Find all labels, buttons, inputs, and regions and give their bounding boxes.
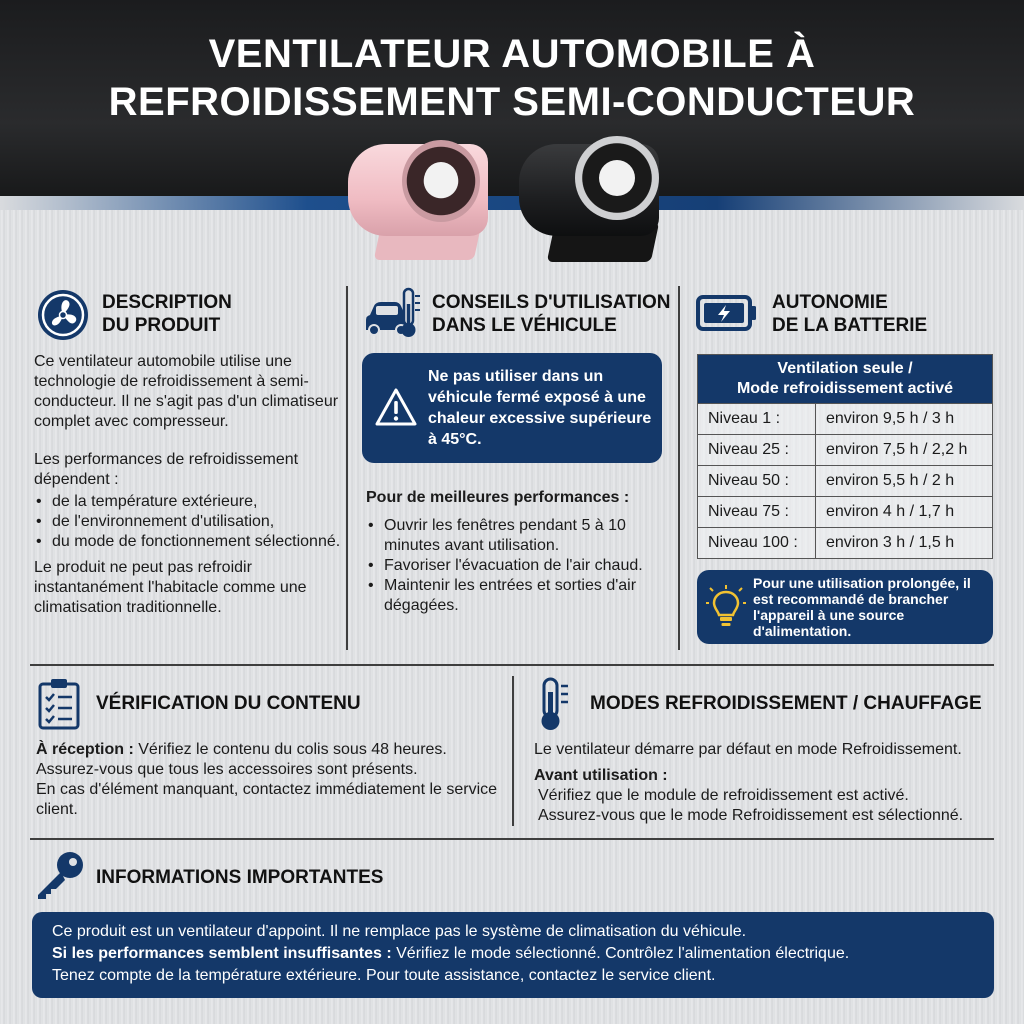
table-row: Niveau 25 : environ 7,5 h / 2,2 h	[698, 435, 993, 466]
description-title-2: DU PRODUIT	[102, 315, 221, 336]
list-item: • Favoriser l'évacuation de l'air chaud.	[366, 556, 666, 576]
batterie-heading	[772, 291, 927, 337]
black-fan-hub	[599, 160, 635, 196]
verification-text-2: Assurez-vous que tous les accessoires sont présents.	[36, 761, 418, 778]
list-item: • de la température extérieure,	[34, 492, 342, 512]
table-row: Niveau 50 : environ 5,5 h / 2 h	[698, 466, 993, 497]
lightbulb-icon	[705, 584, 747, 630]
list-item: • du mode de fonctionnement sélectionné.	[34, 532, 342, 552]
informations-box	[32, 912, 994, 998]
modes-title: MODES REFROIDISSEMENT / CHAUFFAGE	[590, 693, 982, 714]
title-line-1: VENTILATEUR AUTOMOBILE À	[208, 32, 816, 76]
list-item: • Ouvrir les fenêtres pendant 5 à 10 minutes avant utilisation.	[366, 516, 666, 556]
pink-fan-hub	[424, 162, 458, 198]
conseils-title-1: CONSEILS D'UTILISATION	[432, 292, 671, 313]
informations-line-3: Tenez compte de la température extérieure. Pour toute assistance, contactez le service client.	[52, 967, 716, 984]
table-row: Niveau 75 : environ 4 h / 1,7 h	[698, 497, 993, 528]
informations-title: INFORMATIONS IMPORTANTES	[96, 867, 384, 888]
battery-table	[697, 354, 993, 559]
description-heading	[102, 291, 232, 337]
car-thermometer-icon	[362, 286, 422, 342]
warning-text: Ne pas utiliser dans un véhicule fermé exposé à une chaleur excessive supérieure à 45°C.	[428, 368, 652, 448]
informations-line-2-label: Si les performances semblent insuffisantes :	[52, 945, 392, 962]
pink-fan-product	[340, 132, 500, 272]
warning-icon	[374, 387, 418, 427]
modes-heading	[590, 692, 982, 715]
description-body	[34, 352, 342, 618]
verification-body	[36, 740, 498, 820]
modes-text-3: Assurez-vous que le mode Refroidissement est sélectionné.	[538, 807, 964, 824]
informations-heading	[96, 866, 383, 889]
conseils-heading	[432, 291, 671, 337]
fan-icon	[36, 288, 90, 342]
modes-body	[534, 740, 1010, 826]
battery-table-header: Ventilation seule / Mode refroidissement activé	[698, 355, 993, 404]
verification-heading	[96, 692, 361, 715]
description-paragraph-2: Les performances de refroidissement dépendent :	[34, 451, 299, 488]
modes-text-2: Vérifiez que le module de refroidissement est activé.	[538, 787, 909, 804]
verification-text-1: Vérifiez le contenu du colis sous 48 heures.	[133, 741, 447, 758]
divider-col-2	[678, 286, 680, 650]
description-title-1: DESCRIPTION	[102, 292, 232, 313]
page-title	[0, 30, 1024, 126]
conseils-title-2: DANS LE VÉHICULE	[432, 315, 617, 336]
description-paragraph-3: Le produit ne peut pas refroidir instantanément l'habitacle comme une climatisation traditionnelle.	[34, 559, 307, 616]
conseils-bullets	[366, 516, 666, 616]
table-row: Niveau 100 : environ 3 h / 1,5 h	[698, 528, 993, 559]
description-bullets	[34, 492, 342, 552]
conseils-subtitle: Pour de meilleures performances :	[366, 489, 630, 506]
verification-label: À réception :	[36, 741, 134, 758]
batterie-title-1: AUTONOMIE	[772, 292, 888, 313]
table-row: Niveau 1 : environ 9,5 h / 3 h	[698, 404, 993, 435]
battery-tip-box	[697, 570, 993, 644]
modes-text-1: Le ventilateur démarre par défaut en mode Refroidissement.	[534, 741, 962, 758]
thermometer-icon	[538, 676, 574, 732]
batterie-title-2: DE LA BATTERIE	[772, 315, 928, 336]
black-fan-product	[515, 130, 675, 270]
description-paragraph-1: Ce ventilateur automobile utilise une technologie de refroidissement à semi-conducteur. Il ne s'agit pas d'un climatiseur complet avec compresseur.	[34, 353, 339, 430]
battery-tip-text: Pour une utilisation prolongée, il est recommandé de brancher l'appareil à une source d'alimentation.	[753, 575, 971, 639]
conseils-body	[366, 488, 666, 616]
divider-row-2	[30, 838, 994, 840]
key-icon	[34, 850, 86, 900]
list-item: • de l'environnement d'utilisation,	[34, 512, 342, 532]
modes-label: Avant utilisation :	[534, 767, 668, 784]
divider-col-1	[346, 286, 348, 650]
warning-box	[362, 353, 662, 463]
verification-title: VÉRIFICATION DU CONTENU	[96, 693, 361, 714]
checklist-icon	[38, 678, 80, 730]
informations-line-1: Ce produit est un ventilateur d'appoint. Il ne remplace pas le système de climatisation du véhicule.	[52, 923, 747, 940]
header-stripe	[0, 196, 1024, 210]
battery-icon	[696, 294, 758, 332]
list-item: • Maintenir les entrées et sorties d'air dégagées.	[366, 576, 666, 616]
divider-row-1	[30, 664, 994, 666]
informations-line-2-text: Vérifiez le mode sélectionné. Contrôlez l'alimentation électrique.	[391, 945, 850, 962]
divider-col-lower	[512, 676, 514, 826]
title-line-2: REFROIDISSEMENT SEMI-CONDUCTEUR	[108, 80, 916, 124]
verification-text-3: En cas d'élément manquant, contactez immédiatement le service client.	[36, 781, 498, 818]
